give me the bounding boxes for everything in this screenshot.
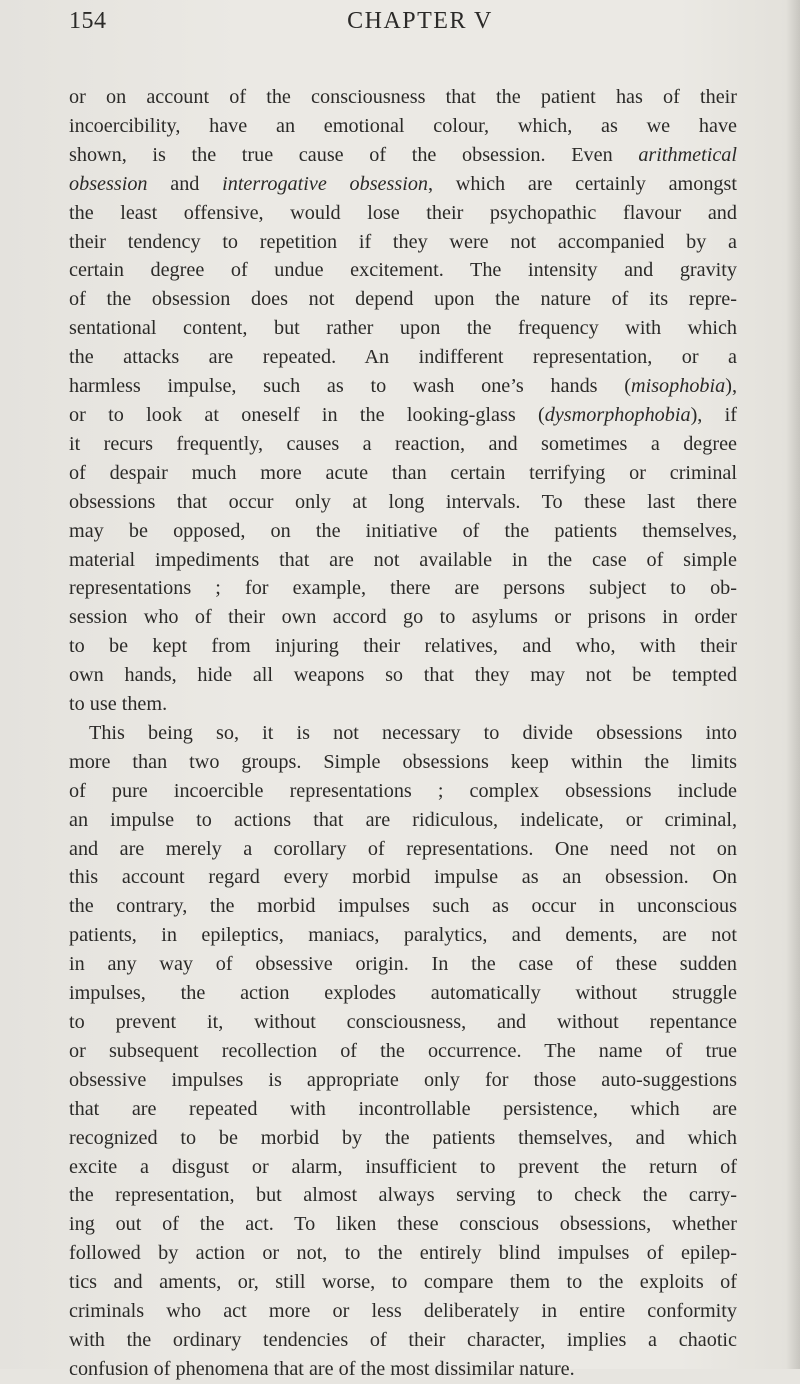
text-line: the least offensive, would lose their psychopathic flavour and [69,201,737,224]
text-line: their tendency to repetition if they were not accompanied by a [69,230,737,253]
text-line: that are repeated with incontrollable persistence, which are [69,1097,737,1120]
text-line: followed by action or not, to the entirely blind impulses of epilep- [69,1242,737,1265]
text-line: excite a disgust or alarm, insufficient to prevent the return of [69,1155,737,1178]
text-line: of the obsession does not depend upon the nature of its repre- [69,288,737,311]
text-line: the representation, but almost always serving to check the carry- [69,1184,737,1207]
text-line: representations ; for example, there are persons subject to ob- [69,577,737,600]
text-line: to prevent it, without consciousness, and without repentance [69,1011,737,1033]
text-line: it recurs frequently, causes a reaction, and sometimes a degree [69,432,737,455]
text-line: and are merely a corollary of representations. One need not on [69,837,737,860]
text-line: in any way of obsessive origin. In the case of these sudden [69,953,737,976]
text-line: shown, is the true cause of the obsession. Even arithmetical [69,143,737,166]
text-line: recognized to be morbid by the patients themselves, and which [69,1126,737,1149]
text-line: an impulse to actions that are ridiculous, indelicate, or criminal, [69,808,737,831]
text-line: to use them. [69,693,168,716]
text-line: more than two groups. Simple obsessions keep within the limits [69,750,737,773]
text-line: of pure incoercible representations ; complex obsessions include [69,779,737,802]
text-line: certain degree of undue excitement. The intensity and gravity [69,259,737,282]
paragraph [69,719,737,1384]
text-line: or subsequent recollection of the occurrence. The name of true [69,1039,737,1062]
text-line: criminals who act more or less deliberately in entire conformity [69,1300,737,1323]
page-edge-shadow [786,0,800,1369]
text-line: own hands, hide all weapons so that they may not be tempted [69,664,737,687]
text-line: of despair much more acute than certain terrifying or criminal [69,461,737,484]
text-line: this account regard every morbid impulse as an obsession. On [69,866,737,889]
text-line: sentational content, but rather upon the frequency with which [69,317,737,340]
text-line: ing out of the act. To liken these conscious obsessions, whether [69,1213,737,1236]
text-line: to be kept from injuring their relatives, and who, with their [69,635,737,658]
text-line: This being so, it is not necessary to divide obsessions into [89,721,737,744]
page-header [69,8,731,42]
text-line: obsession and interrogative obsession, which are certainly amongst [69,172,737,195]
text-line: obsessions that occur only at long intervals. To these last there [69,490,737,513]
text-line: with the ordinary tendencies of their character, implies a chaotic [69,1328,737,1351]
text-line: may be opposed, on the initiative of the patients themselves, [69,519,737,542]
paragraph [69,83,737,719]
body-text [69,83,737,1384]
text-line: confusion of phenomena that are of the most dissimilar nature. [69,1357,575,1380]
text-line: incoercibility, have an emotional colour, which, as we have [69,114,737,137]
text-line: the attacks are repeated. An indifferent representation, or a [69,346,737,369]
text-line: or to look at oneself in the looking-glass (dysmorphophobia), if [69,403,737,426]
text-line: material impediments that are not available in the case of simple [69,548,737,571]
page-number: 154 [69,8,107,34]
text-line: obsessive impulses is appropriate only for those auto-suggestions [69,1068,737,1091]
text-line: or on account of the consciousness that the patient has of their [69,86,737,108]
text-line: impulses, the action explodes automatically without struggle [69,982,737,1005]
text-line: harmless impulse, such as to wash one’s hands (misophobia), [69,375,737,398]
text-line: patients, in epileptics, maniacs, paralytics, and dements, are not [69,924,737,947]
text-line: session who of their own accord go to asylums or prisons in order [69,606,737,629]
text-line: tics and aments, or, still worse, to compare them to the exploits of [69,1271,737,1294]
running-head: CHAPTER V [347,8,493,34]
text-line: the contrary, the morbid impulses such as occur in unconscious [69,895,737,918]
